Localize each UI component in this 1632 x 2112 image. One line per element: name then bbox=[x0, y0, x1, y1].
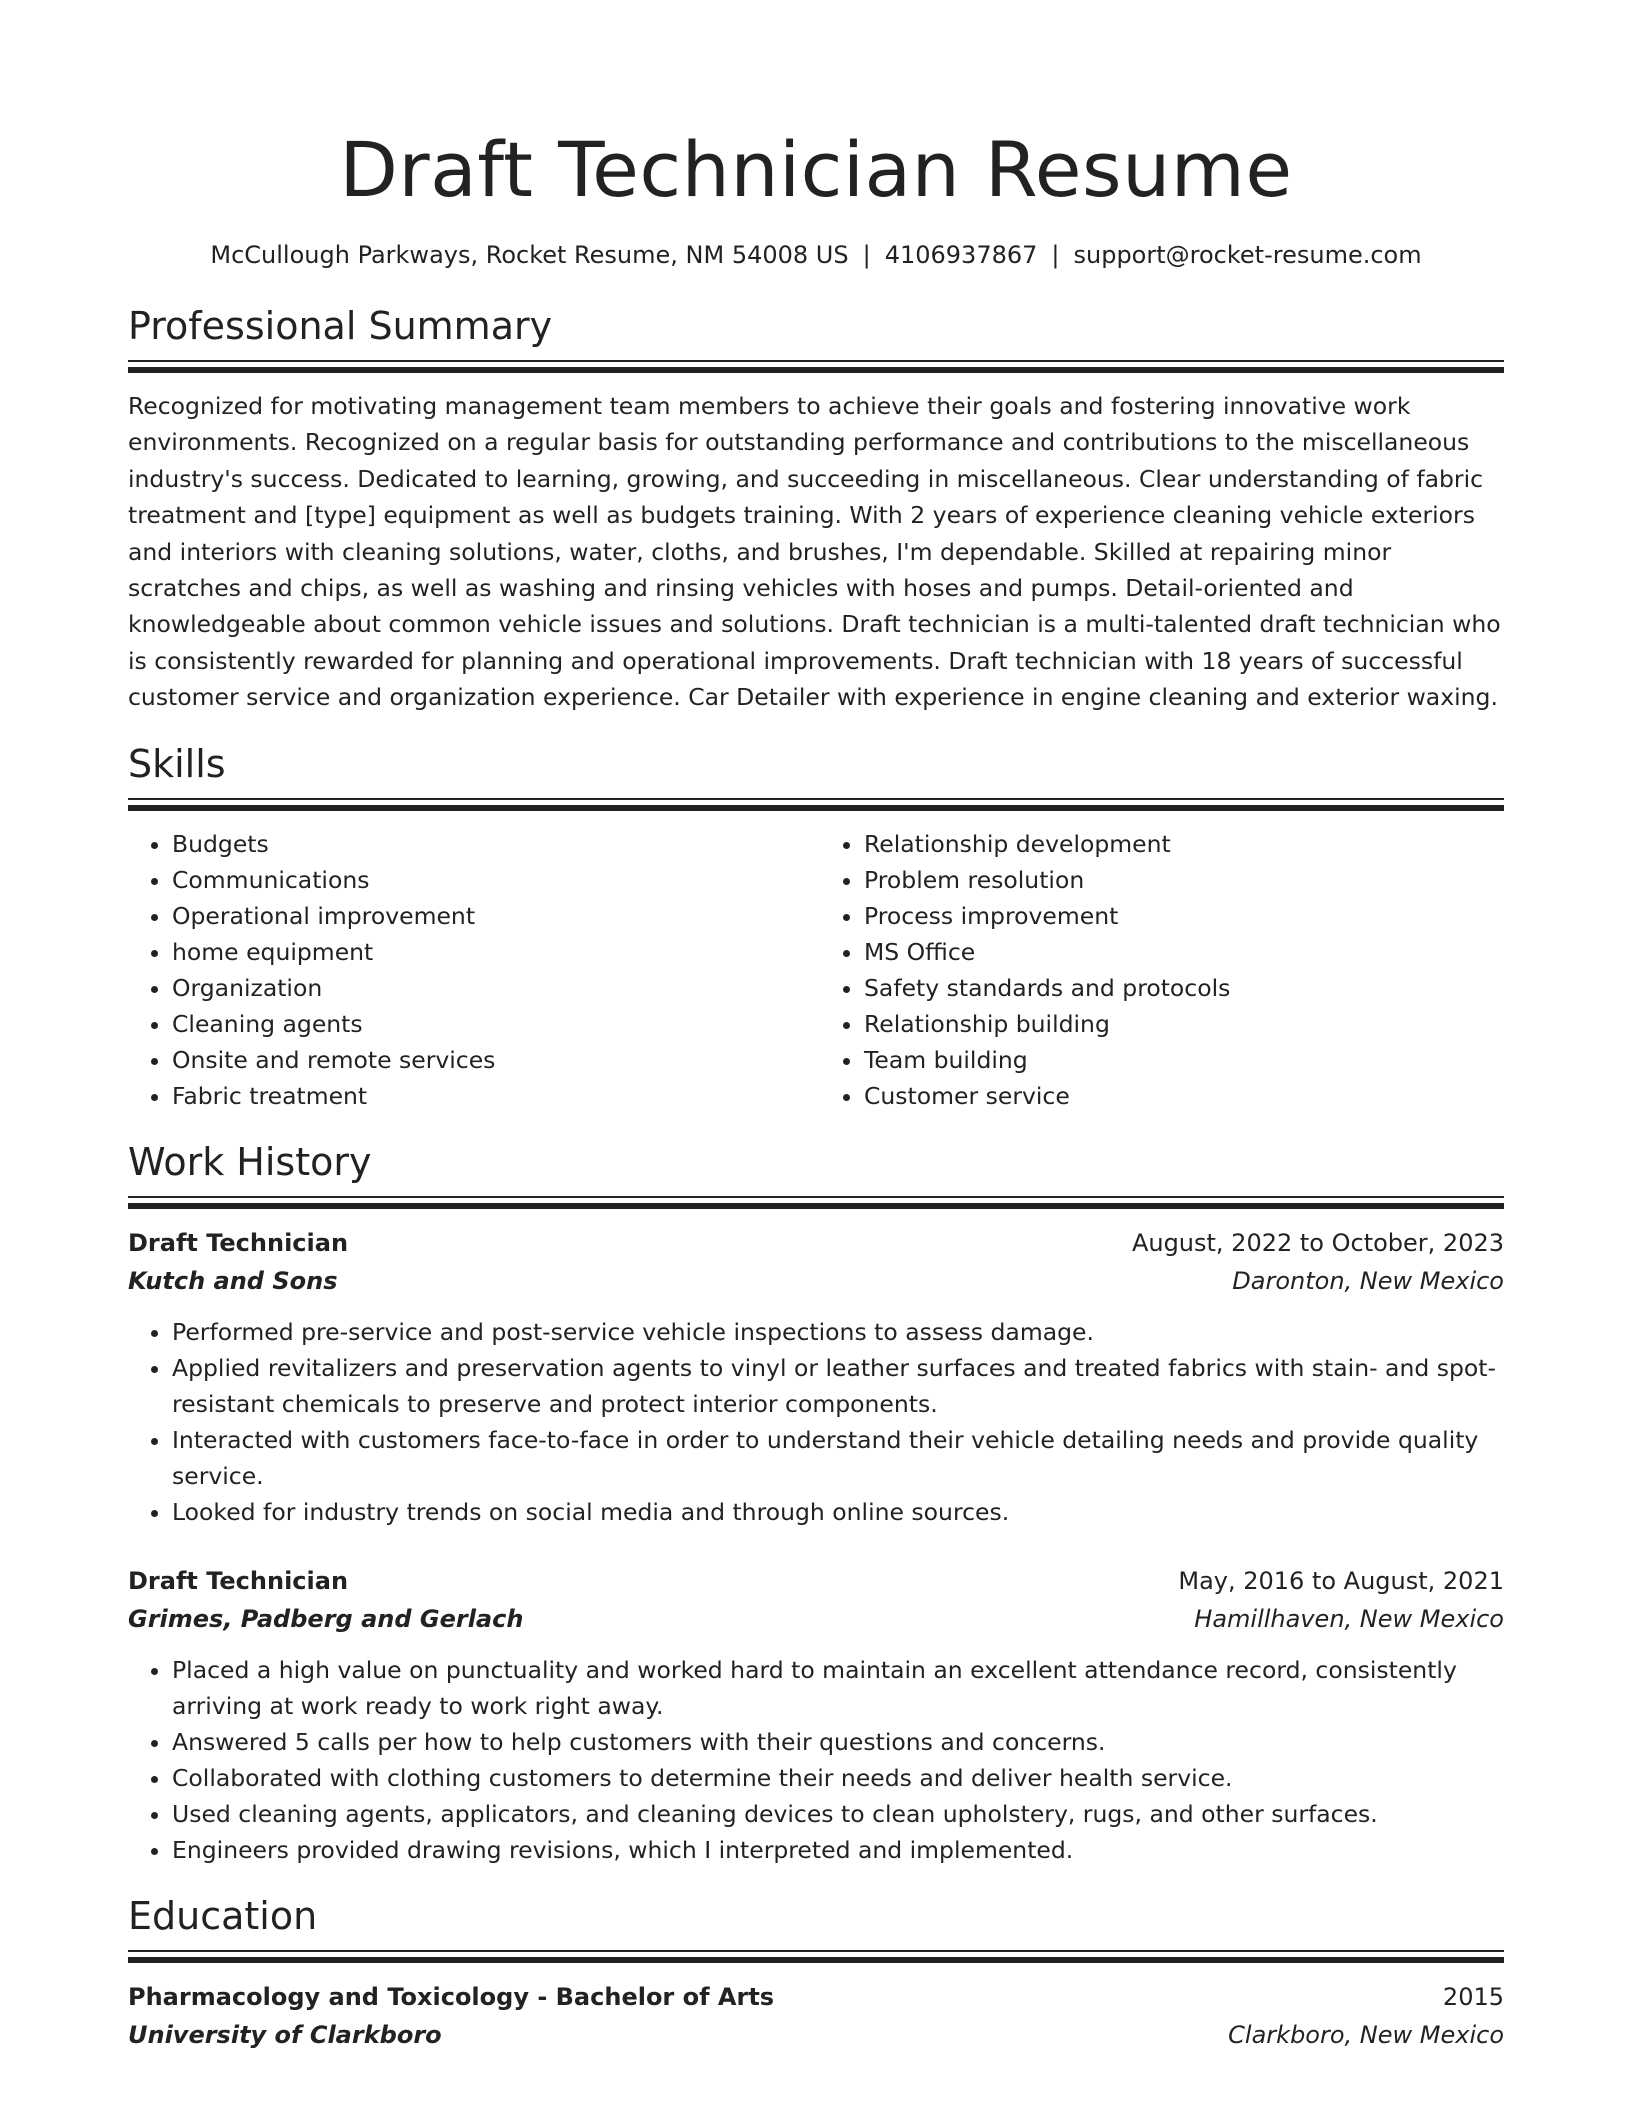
section-title-work: Work History bbox=[128, 1139, 372, 1184]
skill-item: • Budgets bbox=[172, 826, 816, 862]
job-location: Daronton, New Mexico bbox=[1232, 1266, 1504, 1295]
skill-item: • Cleaning agents bbox=[172, 1006, 816, 1042]
job-bullets bbox=[128, 1314, 1504, 1530]
resume-title: Draft Technician Resume bbox=[339, 125, 1293, 214]
job-entry bbox=[128, 1562, 1504, 1868]
skills-column-right bbox=[816, 826, 1504, 1114]
job-dates: August, 2022 to October, 2023 bbox=[1131, 1228, 1504, 1257]
education-year: 2015 bbox=[1442, 1982, 1504, 2011]
skill-item: • Process improvement bbox=[864, 898, 1504, 934]
skill-item: • Relationship development bbox=[864, 826, 1504, 862]
resume-page bbox=[128, 120, 1504, 2054]
job-employer: Kutch and Sons bbox=[128, 1266, 338, 1295]
contact-address: McCullough Parkways, Rocket Resume, NM 54008 US bbox=[210, 241, 849, 269]
skills-column-left bbox=[128, 826, 816, 1114]
skill-item: • Organization bbox=[172, 970, 816, 1006]
job-bullet: • Collaborated with clothing customers to determine their needs and deliver health service. bbox=[172, 1760, 1504, 1796]
skill-item: • Onsite and remote services bbox=[172, 1042, 816, 1078]
education-degree: Pharmacology and Toxicology - Bachelor of Arts bbox=[128, 1982, 775, 2011]
job-employer: Grimes, Padberg and Gerlach bbox=[128, 1604, 524, 1633]
contact-separator: | bbox=[1051, 241, 1060, 269]
skills-list bbox=[128, 826, 1504, 1114]
skill-item: • Relationship building bbox=[864, 1006, 1504, 1042]
section-title-skills: Skills bbox=[128, 741, 226, 786]
job-bullet: • Answered 5 calls per how to help customers with their questions and concerns. bbox=[172, 1724, 1504, 1760]
section-title-summary: Professional Summary bbox=[128, 304, 553, 348]
skill-item: • Customer service bbox=[864, 1078, 1504, 1114]
job-bullets bbox=[128, 1652, 1504, 1868]
skill-item: • MS Office bbox=[864, 934, 1504, 970]
section-divider bbox=[128, 798, 1504, 812]
skill-item: • Communications bbox=[172, 862, 816, 898]
job-bullet: • Placed a high value on punctuality and worked hard to maintain an excellent attendance record, consistently arriving at work ready to work right away. bbox=[172, 1652, 1504, 1724]
summary-text: Recognized for motivating management team members to achieve their goals and fostering innovative work environments. Recognized on a regular basis for outstanding performance and contributions to the miscellaneous industry's success. Dedicated to learning, growing, and succeeding in miscellaneous. Clear understanding of fabric treatment and [type] equipment as well as budgets training. With 2 years of experience cleaning vehicle exteriors and interiors with cleaning solutions, water, cloths, and brushes, I'm dependable. Skilled at repairing minor scratches and chips, as well as washing and rinsing vehicles with hoses and pumps. Detail-oriented and knowledgeable about common vehicle issues and solutions. Draft technician is a multi-talented draft technician who is consistently rewarded for planning and operational improvements. Draft technician with 18 years of successful customer service and organization experience. Car Detailer with experience in engine cleaning and exterior waxing. bbox=[128, 392, 1501, 712]
skill-item: • Problem resolution bbox=[864, 862, 1504, 898]
job-bullet: • Performed pre-service and post-service vehicle inspections to assess damage. bbox=[172, 1314, 1504, 1350]
section-divider bbox=[128, 1196, 1504, 1210]
job-title: Draft Technician bbox=[128, 1228, 349, 1257]
contact-line bbox=[128, 238, 1504, 272]
job-entry bbox=[128, 1224, 1504, 1530]
job-bullet: • Used cleaning agents, applicators, and cleaning devices to clean upholstery, rugs, and other surfaces. bbox=[172, 1796, 1504, 1832]
contact-separator: | bbox=[862, 241, 871, 269]
job-bullet: • Applied revitalizers and preservation agents to vinyl or leather surfaces and treated fabrics with stain- and spot-resistant chemicals to preserve and protect interior components. bbox=[172, 1350, 1504, 1422]
skill-item: • Team building bbox=[864, 1042, 1504, 1078]
contact-phone: 4106937867 bbox=[884, 241, 1038, 269]
section-divider bbox=[128, 1950, 1504, 1964]
education-location: Clarkboro, New Mexico bbox=[1228, 2020, 1504, 2049]
job-location: Hamillhaven, New Mexico bbox=[1194, 1604, 1504, 1633]
section-divider bbox=[128, 360, 1504, 374]
job-bullet: • Interacted with customers face-to-face in order to understand their vehicle detailing needs and provide quality service. bbox=[172, 1422, 1504, 1494]
education-school: University of Clarkboro bbox=[128, 2020, 442, 2049]
job-title: Draft Technician bbox=[128, 1566, 349, 1595]
job-dates: May, 2016 to August, 2021 bbox=[1178, 1566, 1504, 1595]
education-entry bbox=[128, 1978, 1504, 2054]
job-bullet: • Looked for industry trends on social media and through online sources. bbox=[172, 1494, 1504, 1530]
skill-item: • Safety standards and protocols bbox=[864, 970, 1504, 1006]
skill-item: • Operational improvement bbox=[172, 898, 816, 934]
contact-email: support@rocket-resume.com bbox=[1073, 241, 1422, 269]
skill-item: • Fabric treatment bbox=[172, 1078, 816, 1114]
job-bullet: • Engineers provided drawing revisions, which I interpreted and implemented. bbox=[172, 1832, 1504, 1868]
section-title-education: Education bbox=[128, 1893, 318, 1938]
skill-item: • home equipment bbox=[172, 934, 816, 970]
